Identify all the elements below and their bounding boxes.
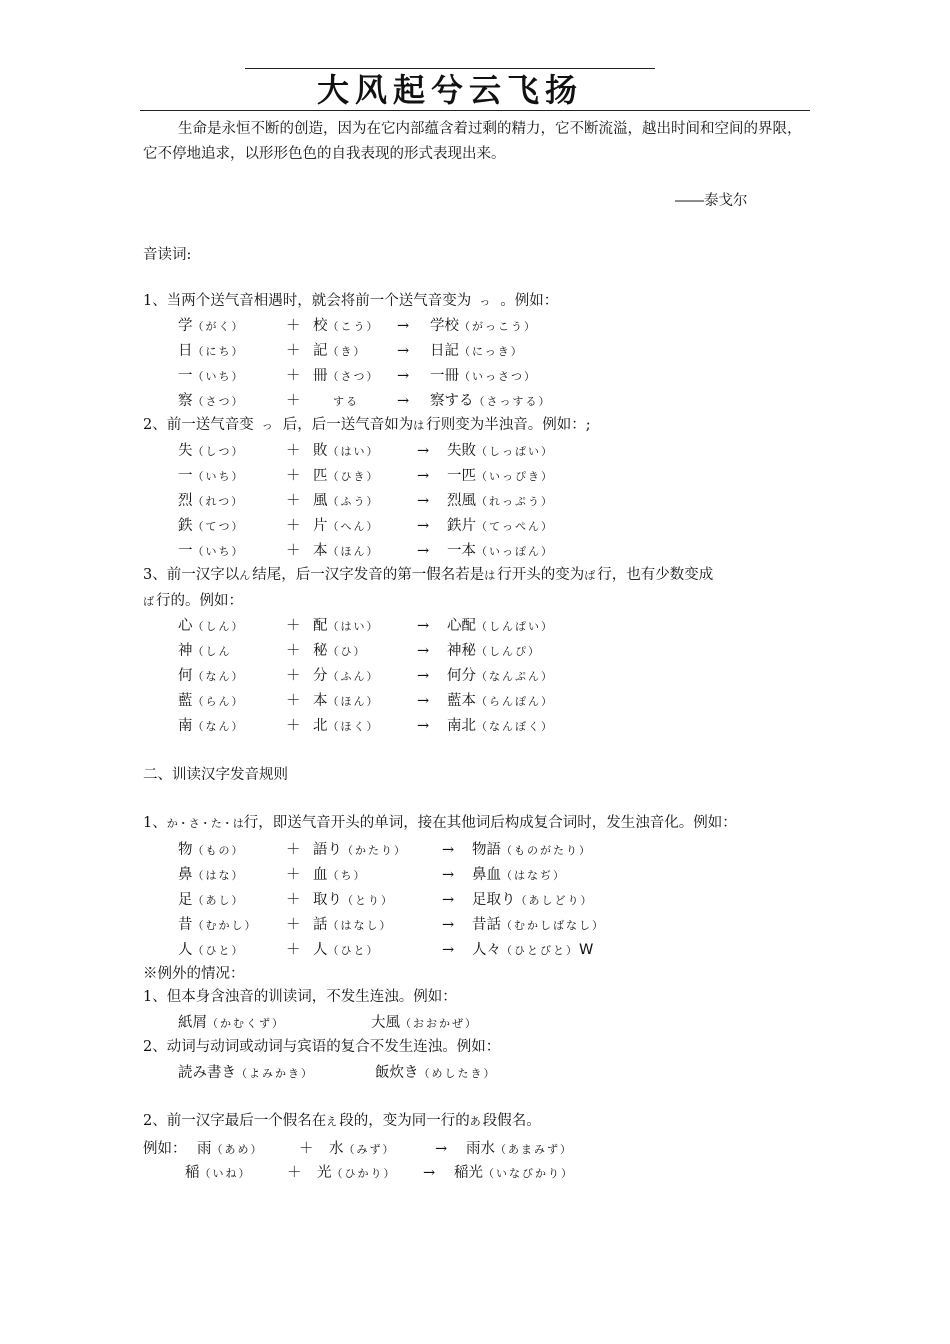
example-row [0,665,950,687]
reading-first: （いね） [199,1167,252,1180]
reading-first: （はな） [192,869,245,882]
example-row [0,365,950,387]
word-second: 片（へん） [313,518,380,534]
example-row [0,914,950,936]
exception-1: 1、但本身含浊音的训读词，不发生连浊。例如： [143,989,457,1005]
reading-first: （いち） [192,470,245,483]
word-first: 神（しん [178,643,232,659]
word-compound: 鼻血（はなぢ） [472,867,566,883]
reading-second: （かたり） [342,844,407,857]
reading-compound: （れっぷう） [476,495,554,508]
plus-sign: ＋ [286,493,301,509]
example-row [0,839,950,861]
reading-compound: （しっぱい） [476,445,554,458]
word-compound: 何分（なんぷん） [447,668,554,684]
example-row [0,465,950,487]
reading-first: （しつ） [192,445,245,458]
arrow-sign: → [442,942,455,958]
example-row [0,640,950,662]
reading-second: （ほく） [327,720,380,733]
reading-compound: （いっぽん） [476,545,554,558]
reading-first: （いち） [192,545,245,558]
word-compound: 藍本（らんぽん） [447,693,554,709]
exception-1-example-1: 紙屑（かむくず） [178,1015,285,1031]
plus-sign: ＋ [286,942,301,958]
arrow-sign: → [435,1141,448,1157]
exception-1-example-2: 大風（おおかぜ） [371,1015,478,1031]
word-compound: 烈風（れっぷう） [447,493,554,509]
example-row [0,390,950,412]
rule-1-kana: っ [479,295,493,308]
word-second: 記（き） [313,343,367,359]
word-first: 何（なん） [178,668,245,684]
word-first: 稲（いね） [185,1165,252,1181]
example-row [0,315,950,337]
word-first: 鉄（てつ） [178,518,245,534]
quote-author: ――泰戈尔 [675,193,748,209]
plus-sign: ＋ [286,543,301,559]
word-first: 物（もの） [178,842,245,858]
reading-compound: （なんぼく） [476,720,554,733]
arrow-sign: → [442,867,455,883]
word-second: 北（ほく） [313,718,380,734]
reading-second: （ふん） [327,670,380,683]
reading-compound: （さっする） [473,395,552,408]
word-compound: 学校（がっこう） [430,318,537,334]
plus-sign: ＋ [286,917,301,933]
example-row [0,1138,950,1160]
word-second: 水（みず） [329,1141,396,1157]
plus-sign: ＋ [286,343,301,359]
reading-compound: （いなびかり） [483,1167,574,1180]
plus-sign: ＋ [286,693,301,709]
word-first: 烈（れつ） [178,493,245,509]
reading-second: （はなし） [327,919,393,932]
word-compound: 昔話（むかしばなし） [472,917,605,933]
word-second: 校（こう） [313,318,380,334]
plus-sign: ＋ [286,443,301,459]
plus-sign: ＋ [286,867,301,883]
example-row [0,1162,950,1184]
plus-sign: ＋ [286,468,301,484]
word-compound: 一冊（いっさつ） [430,368,537,384]
rule-2: 2、前一送气音变 っ 后，后一送气音如为は行则变为半浊音。例如：; [143,417,591,433]
arrow-sign: → [417,668,430,684]
rule-4: 1、か・さ・た・は行，即送气音开头的单词，接在其他词后构成复合词时，发生浊音化。例如： [143,815,737,831]
word-first: 一（いち） [178,543,245,559]
example-row [0,615,950,637]
arrow-sign: → [442,842,455,858]
heading-kunyomi: 二、训读汉字发音规则 [143,767,288,783]
word-first: 昔（むかし） [178,917,258,933]
example-row [0,490,950,512]
heading-onyomi: 音读词: [143,247,192,263]
reading-second: する [333,395,359,408]
word-compound: 一本（いっぽん） [447,543,554,559]
word-first: 心（しん） [178,618,245,634]
example-prefix: 例如： [143,1141,187,1157]
example-row [0,540,950,562]
reading-first: （しん） [192,620,245,633]
word-first: 失（しつ） [178,443,245,459]
word-second [313,390,359,413]
word-compound: 物語（ものがたり） [472,842,592,858]
plus-sign: ＋ [286,842,301,858]
reading-compound: （しんぱい） [476,620,554,633]
reading-second: （ひと） [327,944,380,957]
arrow-sign: → [397,393,410,409]
reading-compound: （ひとびと） [501,944,579,957]
word-compound: 日記（にっき） [430,343,524,359]
word-compound: 足取り（あしどり） [472,892,594,908]
word-compound: 人々（ひとびと）W [472,942,594,958]
word-first: 察（さつ） [178,393,245,409]
reading-compound: （にっき） [459,345,524,358]
arrow-sign: → [417,518,430,534]
word-second: 語り（かたり） [313,842,407,858]
arrow-sign: → [417,718,430,734]
arrow-sign: → [417,693,430,709]
plus-sign: ＋ [286,368,301,384]
word-compound: 心配（しんぱい） [447,618,554,634]
arrow-sign: → [423,1165,436,1181]
word-first: 南（なん） [178,718,245,734]
page-title: 大风起兮云飞扬 [316,71,583,109]
example-row [0,690,950,712]
exception-2: 2、动词与动词或动词与宾语的复合不发生连浊。例如： [143,1039,501,1055]
example-row [0,939,950,961]
word-second: 光（ひかり） [317,1165,397,1181]
word-first: 雨（あめ） [197,1141,264,1157]
plus-sign: ＋ [286,718,301,734]
reading-compound: （はなぢ） [501,869,566,882]
reading-first: （いち） [192,370,245,383]
reading-compound: （むかしばなし） [501,919,605,932]
reading-second: （とり） [342,894,394,907]
word-first: 学（がく） [178,318,245,334]
reading-second: （ひかり） [331,1167,397,1180]
rule-1-suffix: 。例如： [500,293,559,309]
arrow-sign: → [397,343,410,359]
word-first: 一（いち） [178,468,245,484]
word-second: 話（はなし） [313,917,393,933]
rule-3-line-2: ば行的。例如： [143,593,243,609]
word-first: 一（いち） [178,368,245,384]
word-first: 足（あし） [178,892,245,908]
word-first: 藍（らん） [178,693,245,709]
reading-second: （さつ） [327,370,380,383]
reading-second: （ほん） [327,545,380,558]
word-compound: 神秘（しんぴ） [447,643,541,659]
plus-sign: ＋ [286,393,301,409]
reading-second: （はい） [327,445,380,458]
reading-first: （てつ） [192,520,245,533]
plus-sign: ＋ [286,518,301,534]
word-compound: 雨水（あまみず） [466,1141,573,1157]
example-row [0,715,950,737]
reading-first: （あし） [192,894,245,907]
example-row [0,889,950,911]
exception-2-example-1: 読み書き（よみかき） [178,1065,314,1081]
example-row [0,340,950,362]
plus-sign: ＋ [286,318,301,334]
plus-sign: ＋ [286,668,301,684]
reading-first: （にち） [192,345,245,358]
reading-compound: （あまみず） [495,1143,573,1156]
reading-compound: （いっさつ） [459,370,537,383]
arrow-sign: → [397,368,410,384]
example-row [0,515,950,537]
reading-first: （なん） [192,720,245,733]
plus-sign: ＋ [286,618,301,634]
arrow-sign: → [442,917,455,933]
exception-2-example-2: 飯炊き（めしたき） [375,1065,497,1081]
arrow-sign: → [442,892,455,908]
arrow-sign: → [417,468,430,484]
arrow-sign: → [417,443,430,459]
reading-compound: （がっこう） [459,320,537,333]
reading-second: （ふう） [327,495,380,508]
reading-second: （ひ） [327,645,367,658]
word-compound: 南北（なんぼく） [447,718,554,734]
reading-compound: （しんぴ） [476,645,541,658]
reading-second: （みず） [343,1143,396,1156]
word-compound: 一匹（いっぴき） [447,468,554,484]
reading-compound: （いっぴき） [476,470,554,483]
word-second: 本（ほん） [313,693,380,709]
word-second: 冊（さつ） [313,368,380,384]
example-row [0,864,950,886]
reading-second: （ひき） [327,470,380,483]
plus-sign: ＋ [299,1141,314,1157]
word-first: 鼻（はな） [178,867,245,883]
arrow-sign: → [417,643,430,659]
exception-heading: ※例外的情况： [143,966,245,982]
word-compound: 察する（さっする） [430,393,552,409]
word-compound: 失敗（しっぱい） [447,443,554,459]
reading-second: （ほん） [327,695,380,708]
reading-first: （あめ） [211,1143,264,1156]
title-top-rule [245,68,655,69]
reading-first: （むかし） [192,919,258,932]
reading-first: （しん [192,645,232,658]
reading-compound: （らんぽん） [476,695,554,708]
reading-second: （はい） [327,620,380,633]
reading-first: （もの） [192,844,245,857]
arrow-sign: → [417,618,430,634]
arrow-sign: → [417,493,430,509]
title-bottom-rule [140,110,810,111]
word-second: 秘（ひ） [313,643,367,659]
reading-second: （き） [327,345,367,358]
arrow-sign: → [417,543,430,559]
stray-mark: W [579,942,594,958]
reading-first: （れつ） [192,495,245,508]
reading-first: （がく） [192,320,245,333]
word-second: 分（ふん） [313,668,380,684]
word-compound: 稲光（いなびかり） [454,1165,574,1181]
reading-compound: （ものがたり） [501,844,592,857]
word-second: 人（ひと） [313,942,380,958]
plus-sign: ＋ [286,643,301,659]
plus-sign: ＋ [286,892,301,908]
reading-compound: （てっぺん） [476,520,554,533]
rule-5: 2、前一汉字最后一个假名在え段的，变为同一行的あ段假名。 [143,1113,541,1129]
reading-first: （なん） [192,670,245,683]
reading-first: （ひと） [192,944,245,957]
reading-second: （へん） [327,520,380,533]
example-row [0,440,950,462]
reading-first: （さつ） [192,395,245,408]
word-second: 配（はい） [313,618,380,634]
arrow-sign: → [397,318,410,334]
rule-1-text: 1、当两个送气音相遇时，就会将前一个送气音变为 [143,293,472,309]
reading-compound: （あしどり） [515,894,594,907]
reading-second: （こう） [327,320,380,333]
word-first: 日（にち） [178,343,245,359]
word-second: 取り（とり） [313,892,394,908]
word-second: 血（ち） [313,867,367,883]
rule-1 [143,291,558,312]
word-second: 敗（はい） [313,443,380,459]
word-compound: 鉄片（てっぺん） [447,518,554,534]
reading-second: （ち） [327,869,367,882]
plus-sign: ＋ [287,1165,302,1181]
quote-paragraph: 生命是永恒不断的创造，因为在它内部蕴含着过剩的精力，它不断流溢，越出时间和空间的界限，它不停地追求，以形形色色的自我表现的形式表现出来。 [143,121,802,162]
word-second: 本（ほん） [313,543,380,559]
reading-compound: （なんぷん） [476,670,554,683]
word-second: 匹（ひき） [313,468,380,484]
rule-3-line-1: 3、前一汉字以ん结尾，后一汉字发音的第一假名若是は行开头的变为ぱ行，也有少数变成 [143,567,714,583]
word-first: 人（ひと） [178,942,245,958]
word-second: 風（ふう） [313,493,380,509]
reading-first: （らん） [192,695,245,708]
